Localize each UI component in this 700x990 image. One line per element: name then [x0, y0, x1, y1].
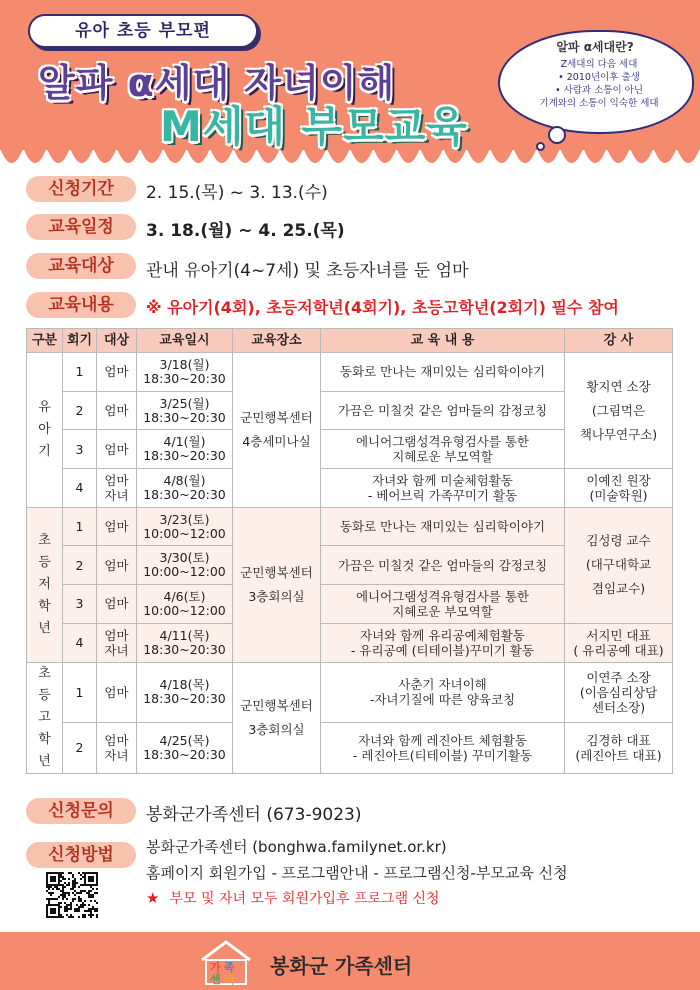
session-number: 2 — [63, 722, 97, 773]
qr-code-icon[interactable] — [46, 872, 98, 918]
group-cell — [27, 662, 63, 773]
method-note — [146, 888, 440, 908]
svg-text:센: 센 — [210, 973, 221, 986]
group-name-char: 유 — [38, 399, 51, 415]
session-target: 엄마 — [97, 662, 137, 722]
session-number: 4 — [63, 623, 97, 662]
session-content: 가끔은 미칠것 같은 엄마들의 감정코칭 — [321, 546, 565, 585]
lecturer: 이연주 소장 (이음심리상담 센터소장) — [565, 662, 673, 722]
method-label: 신청방법 — [26, 842, 136, 868]
group-name-char: 학 — [38, 598, 51, 614]
session-datetime: 4/1(월) 18:30~20:30 — [137, 430, 233, 469]
main-title: 알파 α세대 자녀이해 — [38, 61, 396, 105]
method-steps: 홈페이지 회원가입 - 프로그램안내 - 프로그램신청-부모교육 신청 — [146, 864, 568, 882]
group-name-char: 초 — [38, 665, 51, 681]
group-name-char: 기 — [38, 443, 51, 459]
session-datetime: 3/23(토) 10:00~12:00 — [137, 507, 233, 546]
session-number: 3 — [63, 585, 97, 624]
session-place: 군민행복센터 3층회의실 — [233, 507, 321, 662]
table-row — [27, 507, 673, 546]
schedule-value: 3. 18.(월) ~ 4. 25.(목) — [146, 221, 345, 241]
group-cell — [27, 507, 63, 662]
svg-text:터: 터 — [224, 973, 235, 986]
period-value: 2. 15.(목) ~ 3. 13.(수) — [146, 183, 328, 203]
session-target: 엄마 자녀 — [97, 469, 137, 508]
bubble-item: • 2010년이후 출생 — [558, 72, 640, 83]
session-content: 사춘기 자녀이해 -자녀기질에 따른 양육코칭 — [321, 662, 565, 722]
session-target: 엄마 — [97, 507, 137, 546]
session-content: 에니어그램성격유형검사를 통한 지혜로운 부모역할 — [321, 585, 565, 624]
table-row — [27, 722, 673, 773]
bubble-question: 알파 α세대란? — [556, 40, 634, 54]
table-row — [27, 623, 673, 662]
group-name-char: 등 — [38, 554, 51, 570]
session-number: 2 — [63, 391, 97, 430]
group-name-char: 초 — [38, 532, 51, 548]
group-name-char: 년 — [38, 620, 51, 636]
session-target: 엄마 — [97, 585, 137, 624]
footer-center-name: 봉화군 가족센터 — [270, 954, 413, 978]
col-header: 교육장소 — [233, 329, 321, 353]
table-header-row — [27, 329, 673, 353]
session-datetime: 4/11(목) 18:30~20:30 — [137, 623, 233, 662]
period-label: 신청기간 — [26, 176, 136, 202]
session-content: 가끔은 미칠것 같은 엄마들의 감정코칭 — [321, 391, 565, 430]
svg-text:족: 족 — [224, 961, 235, 974]
group-name-char: 년 — [38, 753, 51, 769]
target-value: 관내 유아기(4~7세) 및 초등자녀를 둔 엄마 — [146, 261, 469, 281]
method-note-text: 부모 및 자녀 모두 회원가입후 프로그램 신청 — [169, 891, 440, 907]
session-target: 엄마 자녀 — [97, 623, 137, 662]
star-icon: ★ — [146, 889, 160, 907]
lecturer: 이예진 원장 (미술학원) — [565, 469, 673, 508]
contact-label: 신청문의 — [26, 798, 136, 824]
session-number: 1 — [63, 662, 97, 722]
schedule-table — [26, 328, 673, 774]
session-number: 4 — [63, 469, 97, 508]
session-content: 동화로 만나는 재미있는 심리학이야기 — [321, 353, 565, 392]
lecturer: 황지연 소장 (그림먹은 책나무연구소) — [565, 353, 673, 469]
col-header: 구분 — [27, 329, 63, 353]
session-content: 동화로 만나는 재미있는 심리학이야기 — [321, 507, 565, 546]
bubble-item: Z세대의 다음 세대 — [560, 59, 638, 70]
lecturer: 김경하 대표 (레진아트 대표) — [565, 722, 673, 773]
col-header: 대상 — [97, 329, 137, 353]
sub-title: M세대 부모교육 — [160, 102, 468, 151]
col-header: 교육일시 — [137, 329, 233, 353]
bubble-tail — [548, 126, 566, 144]
group-cell — [27, 353, 63, 508]
bubble-tail-small — [536, 142, 545, 151]
group-name-char: 아 — [38, 421, 51, 437]
table-row — [27, 662, 673, 722]
session-datetime: 4/18(목) 18:30~20:30 — [137, 662, 233, 722]
session-content: 자녀와 함께 유리공예체험활동 - 유리공예 (티테이블)꾸미기 활동 — [321, 623, 565, 662]
bubble-item: • 사람과 소통이 아닌 — [554, 85, 644, 96]
target-label: 교육대상 — [26, 253, 136, 279]
content-label: 교육내용 — [26, 292, 136, 318]
session-target: 엄마 자녀 — [97, 722, 137, 773]
table-row — [27, 353, 673, 392]
group-name-char: 학 — [38, 731, 51, 747]
table-row — [27, 469, 673, 508]
session-target: 엄마 — [97, 353, 137, 392]
session-content: 자녀와 함께 미술체험활동 - 베어브릭 가족꾸미기 활동 — [321, 469, 565, 508]
session-target: 엄마 — [97, 430, 137, 469]
session-datetime: 4/25(목) 18:30~20:30 — [137, 722, 233, 773]
content-notice: ※ 유아기(4회), 초등저학년(4회기), 초등고학년(2회기) 필수 참여 — [146, 298, 619, 317]
schedule-label: 교육일정 — [26, 214, 136, 240]
session-place: 군민행복센터 4층세미나실 — [233, 353, 321, 508]
session-target: 엄마 — [97, 391, 137, 430]
session-datetime: 3/18(월) 18:30~20:30 — [137, 353, 233, 392]
session-datetime: 3/30(토) 10:00~12:00 — [137, 546, 233, 585]
contact-value: 봉화군가족센터 (673-9023) — [146, 805, 362, 825]
bubble-list — [514, 58, 684, 110]
session-content: 에니어그램성격유형검사를 통한 지혜로운 부모역할 — [321, 430, 565, 469]
svg-text:가: 가 — [210, 961, 221, 974]
session-datetime: 4/6(토) 10:00~12:00 — [137, 585, 233, 624]
lecturer: 김성령 교수 (대구대학교 겸임교수) — [565, 507, 673, 623]
session-datetime: 3/25(월) 18:30~20:30 — [137, 391, 233, 430]
col-header: 강 사 — [565, 329, 673, 353]
session-place: 군민행복센터 3층회의실 — [233, 662, 321, 773]
audience-tag: 유아 초등 부모편 — [28, 14, 258, 48]
group-name-char: 등 — [38, 687, 51, 703]
group-name-char: 저 — [38, 576, 51, 592]
col-header: 회기 — [63, 329, 97, 353]
method-website[interactable]: 봉화군가족센터 (bonghwa.familynet.or.kr) — [146, 838, 447, 856]
col-header: 교 육 내 용 — [321, 329, 565, 353]
session-number: 1 — [63, 507, 97, 546]
session-datetime: 4/8(월) 18:30~20:30 — [137, 469, 233, 508]
session-number: 2 — [63, 546, 97, 585]
session-number: 1 — [63, 353, 97, 392]
session-target: 엄마 — [97, 546, 137, 585]
group-name-char: 고 — [38, 709, 51, 725]
lecturer: 서지민 대표 ( 유리공예 대표) — [565, 623, 673, 662]
bubble-item: 기계와의 소통이 익숙한 세대 — [539, 98, 659, 109]
session-number: 3 — [63, 430, 97, 469]
session-content: 자녀와 함께 레진아트 체험활동 - 레진아트(티테이블) 꾸미기활동 — [321, 722, 565, 773]
family-center-logo-icon — [196, 938, 266, 986]
